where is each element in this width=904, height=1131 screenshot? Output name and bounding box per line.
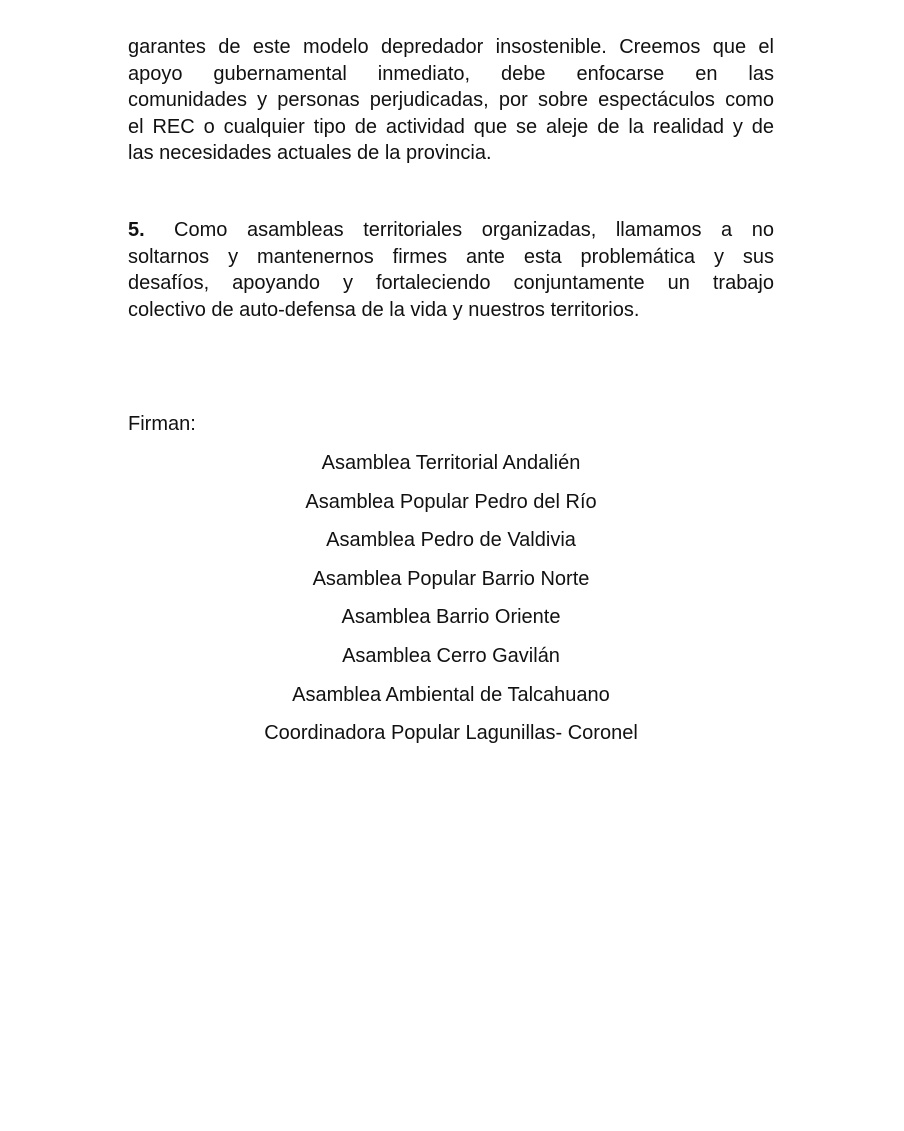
paragraph-line-first bbox=[128, 217, 774, 244]
signatories-list bbox=[128, 450, 774, 759]
signatures-heading: Firman: bbox=[128, 413, 196, 435]
signatory: Asamblea Popular Barrio Norte bbox=[312, 567, 590, 590]
paragraph-line: soltarnos y mantenernos firmes ante esta problemática y sus bbox=[128, 245, 774, 268]
signatory: Asamblea Pedro de Valdivia bbox=[326, 529, 576, 552]
signatory: Asamblea Popular Pedro del Río bbox=[305, 490, 597, 513]
paragraph-line: las necesidades actuales de la provincia. bbox=[128, 142, 492, 164]
signatory: Coordinadora Popular Lagunillas- Coronel bbox=[264, 722, 638, 745]
signatory: Asamblea Ambiental de Talcahuano bbox=[292, 683, 610, 706]
point-5-paragraph bbox=[128, 217, 774, 323]
signatory: Asamblea Territorial Andalién bbox=[321, 452, 581, 474]
paragraph-line-text: Como asambleas territoriales organizadas, llamamos a no bbox=[174, 219, 774, 241]
signatory: Asamblea Cerro Gavilán bbox=[342, 644, 560, 667]
paragraph-line: garantes de este modelo depredador insostenible. Creemos que el bbox=[128, 36, 774, 58]
signatory: Asamblea Barrio Oriente bbox=[341, 606, 561, 629]
paragraph-line: el REC o cualquier tipo de actividad que se aleje de la realidad y de bbox=[128, 115, 774, 138]
point-number: 5. bbox=[128, 219, 145, 241]
paragraph-line: desafíos, apoyando y fortaleciendo conjuntamente un trabajo bbox=[128, 272, 774, 294]
paragraph-line: colectivo de auto-defensa de la vida y nuestros territorios. bbox=[128, 298, 640, 321]
paragraph-continuation bbox=[128, 34, 774, 167]
paragraph-line: comunidades y personas perjudicadas, por sobre espectáculos como bbox=[128, 89, 774, 111]
paragraph-line: apoyo gubernamental inmediato, debe enfocarse en las bbox=[128, 62, 774, 85]
